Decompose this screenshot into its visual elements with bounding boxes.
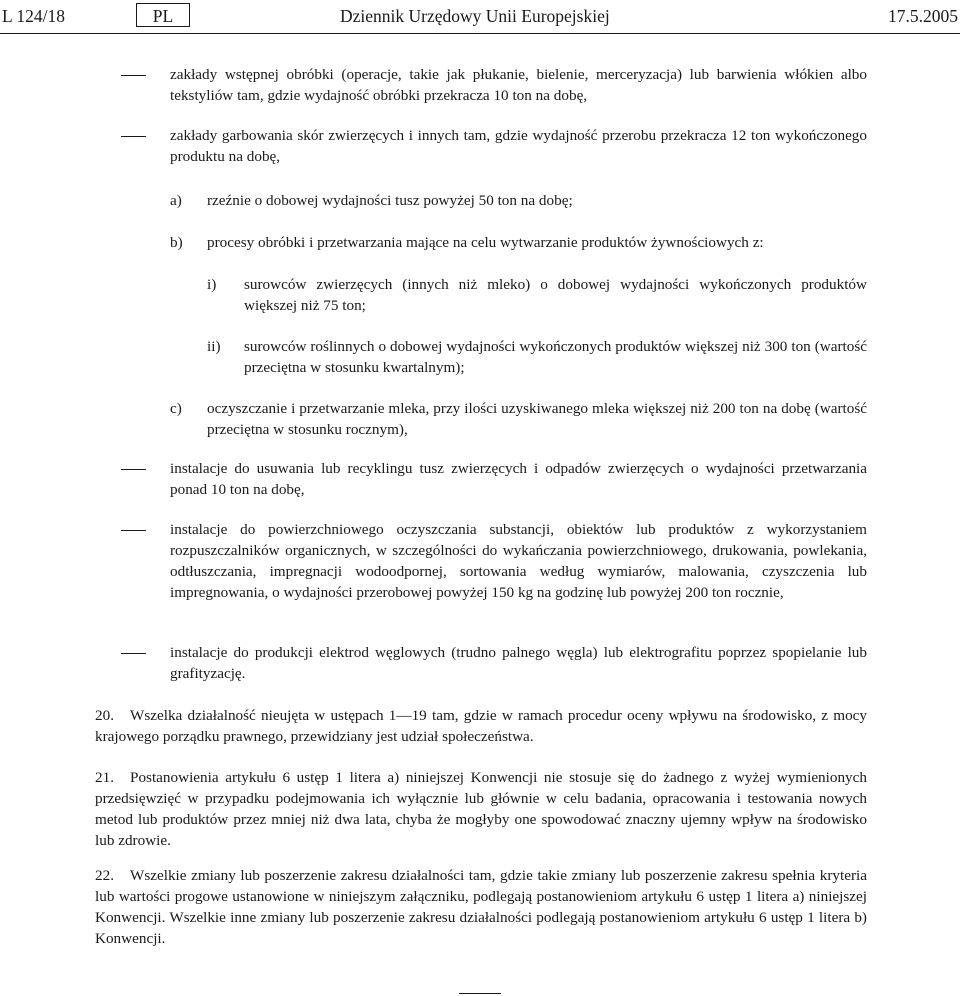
dash-marker bbox=[121, 530, 146, 531]
paragraph-text bbox=[95, 767, 867, 851]
list-item-plant-materials bbox=[244, 336, 867, 378]
list-item-surface-treatment bbox=[170, 519, 867, 603]
dash-marker bbox=[121, 136, 146, 137]
journal-title: Dziennik Urzędowy Unii Europejskiej bbox=[340, 6, 610, 26]
paragraph-body: Wszelka działalność nieujęta w ustępach 1—19 tam, gdzie w ramach procedur oceny wpływu na środowisko, z mocy krajowego porządku prawnego, przewidziany jest udział społeczeństwa. bbox=[95, 707, 867, 745]
paragraph-number: 20. bbox=[95, 707, 114, 724]
paragraph-20 bbox=[95, 705, 867, 747]
list-item-text: zakłady garbowania skór zwierzęcych i innych tam, gdzie wydajność przerobu przekracza 12 ton wykończonego produktu na dobę, bbox=[170, 127, 867, 165]
list-label-ii: ii) bbox=[207, 338, 221, 355]
list-item-text: rzeźnie o dobowej wydajności tusz powyżej 50 ton na dobę; bbox=[207, 192, 573, 209]
list-item-text: instalacje do produkcji elektrod węglowych (trudno palnego węgla) lub elektrografitu poprzez spopielanie lub grafityzację. bbox=[170, 644, 867, 682]
list-item-slaughterhouses bbox=[207, 190, 867, 211]
dash-marker bbox=[121, 469, 146, 470]
list-item-pretreatment bbox=[170, 64, 867, 106]
dash-marker bbox=[121, 75, 146, 76]
list-item-carbon-electrodes bbox=[170, 642, 867, 684]
paragraph-text bbox=[95, 705, 867, 747]
list-item-carcass-disposal bbox=[170, 458, 867, 500]
list-item-text: zakłady wstępnej obróbki (operacje, takie jak płukanie, bielenie, merceryzacja) lub barwienia włókien albo tekstyliów tam, gdzie wydajność obróbki przekracza 10 ton na dobę, bbox=[170, 66, 867, 104]
paragraph-22 bbox=[95, 865, 867, 949]
list-item-text: instalacje do powierzchniowego oczyszczania substancji, obiektów lub produktów z wykorzystaniem rozpuszczalników organicznych, w szczególności do wykańczania powierzchniowego, drukowania, powlekania, odtłuszczania, impregnacji wodoodpornej, sortowania według wymiarów, malowania, czyszczenia lub impregnowania, o wydajności przerobowej powyżej 150 kg na godzinę lub powyżej 200 ton rocznie, bbox=[170, 521, 867, 601]
paragraph-number: 21. bbox=[95, 769, 114, 786]
publication-date: 17.5.2005 bbox=[888, 6, 958, 26]
journal-series-number: L 124/18 bbox=[2, 6, 66, 26]
paragraph-body: Wszelkie zmiany lub poszerzenie zakresu działalności tam, gdzie takie zmiany lub poszerzenie zakresu spełnia kryteria lub wartości progowe ustanowione w niniejszym załączniku, podlegają postanowieniom artykułu 6 ustęp 1 litera a) niniejszej Konwencji. Wszelkie inne zmiany lub poszerzenie zakresu działalności podlegają postanowieniom artykułu 6 ustęp 1 litera b) Konwencji. bbox=[95, 867, 867, 947]
paragraph-text bbox=[95, 865, 867, 949]
header-rule bbox=[0, 33, 960, 34]
list-label-i: i) bbox=[207, 276, 217, 293]
language-code: PL bbox=[152, 6, 174, 26]
footer-rule bbox=[459, 993, 501, 994]
list-item-text: oczyszczanie i przetwarzanie mleka, przy ilości uzyskiwanego mleka większej niż 200 ton na dobę (wartość przeciętna w stosunku rocznym), bbox=[207, 400, 867, 438]
page-header bbox=[0, 0, 960, 34]
paragraph-21 bbox=[95, 767, 867, 851]
list-label-a: a) bbox=[170, 192, 182, 209]
list-item-text: surowców roślinnych o dobowej wydajności wykończonych produktów większej niż 300 ton (wartość przeciętna w stosunku kwartalnym); bbox=[244, 338, 867, 376]
list-item-text: surowców zwierzęcych (innych niż mleko) o dobowej wydajności wykończonych produktów większej niż 75 ton; bbox=[244, 276, 867, 314]
list-item-text: instalacje do usuwania lub recyklingu tusz zwierzęcych i odpadów zwierzęcych o wydajności przetwarzania ponad 10 ton na dobę, bbox=[170, 460, 867, 498]
paragraph-number: 22. bbox=[95, 867, 114, 884]
list-item-milk bbox=[207, 398, 867, 440]
list-item-animal-materials bbox=[244, 274, 867, 316]
paragraph-body: Postanowienia artykułu 6 ustęp 1 litera a) niniejszej Konwencji nie stosuje się do żadnego z wyżej wymienionych przedsięwzięć w przypadku podejmowania ich wyłącznie lub głównie w celu badania, opracowania i testowania nowych metod lub produktów przez mniej niż dwa lata, chyba że mogłyby one spowodować znaczny ujemny wpływ na środowisko lub zdrowie. bbox=[95, 769, 867, 849]
list-item-text: procesy obróbki i przetwarzania mające na celu wytwarzanie produktów żywnościowych z: bbox=[207, 234, 764, 251]
list-item-tanning bbox=[170, 125, 867, 167]
list-label-c: c) bbox=[170, 400, 182, 417]
list-item-food-processing bbox=[207, 232, 867, 253]
dash-marker bbox=[121, 653, 146, 654]
list-label-b: b) bbox=[170, 234, 183, 251]
